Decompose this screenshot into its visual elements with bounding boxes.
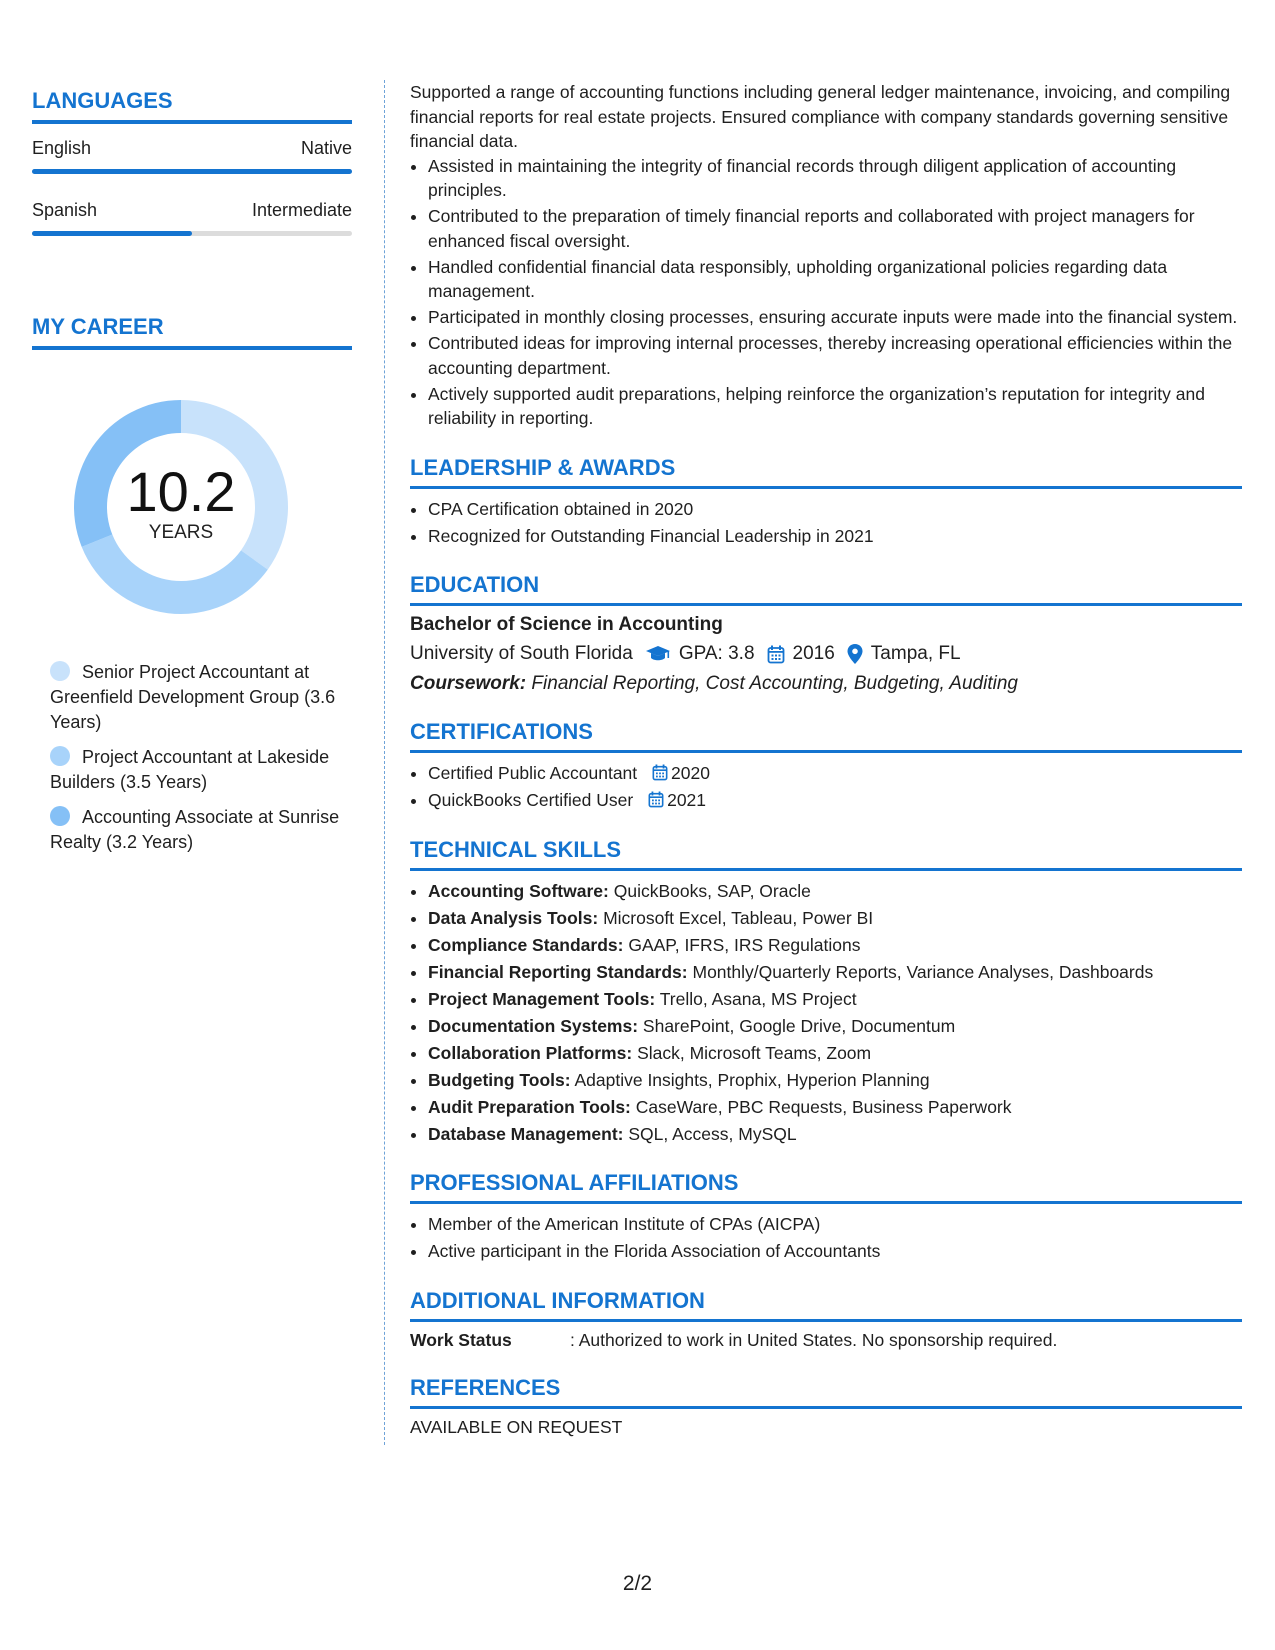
certifications-list xyxy=(410,761,1242,813)
language-proficiency-bar xyxy=(32,169,352,174)
skill-item xyxy=(428,1041,1242,1066)
skill-value: QuickBooks, SAP, Oracle xyxy=(613,880,811,901)
affiliations-list xyxy=(410,1212,1242,1264)
legend-dot xyxy=(50,661,70,681)
career-total-years: 10.2 xyxy=(126,460,236,523)
skill-label: Documentation Systems: xyxy=(428,1015,639,1036)
references-text: AVAILABLE ON REQUEST xyxy=(410,1416,623,1437)
language-item xyxy=(32,138,352,174)
experience-bullet: • Handled confidential financial data responsibly, upholding organizational policies regarding data management. xyxy=(428,255,1242,304)
skill-item xyxy=(428,1068,1242,1093)
education-heading: EDUCATION xyxy=(410,572,1242,606)
skill-value: GAAP, IFRS, IRS Regulations xyxy=(628,934,861,955)
leadership-item: • Recognized for Outstanding Financial Leadership in 2021 xyxy=(428,524,1242,549)
career-legend-item xyxy=(50,745,352,795)
language-proficiency-fill xyxy=(32,231,192,236)
donut-segment-2 xyxy=(82,535,268,614)
skill-value: Adaptive Insights, Prophix, Hyperion Planning xyxy=(574,1069,930,1090)
skill-value: Trello, Asana, MS Project xyxy=(659,988,857,1009)
education-coursework xyxy=(410,673,1242,695)
left-column xyxy=(32,88,352,865)
skill-label: Audit Preparation Tools: xyxy=(428,1096,631,1117)
certifications-heading: CERTIFICATIONS xyxy=(410,719,1242,753)
language-proficiency-fill xyxy=(32,169,352,174)
skill-label: Data Analysis Tools: xyxy=(428,907,599,928)
skill-value: Microsoft Excel, Tableau, Power BI xyxy=(603,907,874,928)
experience-bullet: • Contributed to the preparation of timely financial reports and collaborated with project managers for enhanced fiscal oversight. xyxy=(428,204,1242,253)
skill-value: SharePoint, Google Drive, Documentum xyxy=(642,1015,956,1036)
skills-heading: TECHNICAL SKILLS xyxy=(410,837,1242,871)
skill-label: Accounting Software: xyxy=(428,880,609,901)
career-legend-item xyxy=(50,805,352,855)
location-pin-icon xyxy=(847,644,863,664)
skill-item xyxy=(428,906,1242,931)
leadership-heading: LEADERSHIP & AWARDS xyxy=(410,455,1242,489)
experience-bullets xyxy=(410,154,1242,431)
language-name: English xyxy=(32,138,92,158)
language-name: Spanish xyxy=(32,200,98,220)
skill-label: Budgeting Tools: xyxy=(428,1069,571,1090)
experience-summary: Supported a range of accounting functions including general ledger maintenance, invoicing, and compiling financial reports for real estate projects. Ensured compliance with company standards governing sensitive financial data. xyxy=(410,82,1231,151)
certification-year: 2020 xyxy=(671,763,710,783)
skill-label: Database Management: xyxy=(428,1123,624,1144)
language-proficiency-bar xyxy=(32,231,352,236)
skill-value: CaseWare, PBC Requests, Business Paperwork xyxy=(635,1096,1012,1117)
career-role-text: Senior Project Accountant at Greenfield Development Group (3.6 Years) xyxy=(50,662,336,732)
education-year: 2016 xyxy=(792,643,835,664)
language-level: Intermediate xyxy=(251,200,352,220)
skill-item xyxy=(428,1014,1242,1039)
experience-bullet: • Assisted in maintaining the integrity of financial records through diligent application of accounting principles. xyxy=(428,154,1242,203)
legend-dot xyxy=(50,746,70,766)
affiliations-heading: PROFESSIONAL AFFILIATIONS xyxy=(410,1170,1242,1204)
coursework-text: Financial Reporting, Cost Accounting, Budgeting, Auditing xyxy=(531,673,1018,694)
work-status-value: : Authorized to work in United States. No sponsorship required. xyxy=(570,1329,1058,1350)
career-role-text: Project Accountant at Lakeside Builders (3.5 Years) xyxy=(50,747,330,792)
language-item xyxy=(32,200,352,236)
work-status-label: Work Status xyxy=(410,1329,512,1350)
certification-year: 2021 xyxy=(667,790,707,810)
skill-item xyxy=(428,1122,1242,1147)
skills-list xyxy=(410,879,1242,1147)
experience-bullet: • Participated in monthly closing processes, ensuring accurate inputs were made into the financial system. xyxy=(428,305,1242,330)
right-column xyxy=(410,80,1242,1438)
skill-label: Financial Reporting Standards: xyxy=(428,961,688,982)
leadership-list xyxy=(410,497,1242,549)
career-legend xyxy=(32,660,352,855)
skill-label: Project Management Tools: xyxy=(428,988,656,1009)
career-total-unit: YEARS xyxy=(148,522,214,543)
career-legend-item xyxy=(50,660,352,735)
education-location: Tampa, FL xyxy=(870,643,961,664)
affiliation-item: • Member of the American Institute of CPAs (AICPA) xyxy=(428,1212,1242,1237)
career-heading: MY CAREER xyxy=(32,314,352,350)
legend-dot xyxy=(50,806,70,826)
skill-item xyxy=(428,960,1242,985)
work-status-row xyxy=(410,1330,1242,1351)
skill-item xyxy=(428,1095,1242,1120)
page-number: 2/2 xyxy=(622,1572,653,1595)
certification-name: QuickBooks Certified User xyxy=(428,790,634,810)
certification-item xyxy=(428,788,1242,813)
coursework-label: Coursework: xyxy=(410,673,527,694)
experience-bullet: • Actively supported audit preparations, helping reinforce the organization’s reputation for integrity and reliability in reporting. xyxy=(428,382,1242,431)
skill-item xyxy=(428,879,1242,904)
skill-value: Slack, Microsoft Teams, Zoom xyxy=(637,1042,872,1063)
references-heading: REFERENCES xyxy=(410,1375,1242,1409)
skill-item xyxy=(428,987,1242,1012)
education-details xyxy=(410,643,1242,665)
career-role-text: Accounting Associate at Sunrise Realty (3.2 Years) xyxy=(50,807,340,852)
column-divider xyxy=(384,80,385,1445)
education-degree: Bachelor of Science in Accounting xyxy=(410,614,723,635)
affiliation-item: • Active participant in the Florida Association of Accountants xyxy=(428,1239,1242,1264)
additional-heading: ADDITIONAL INFORMATION xyxy=(410,1288,1242,1322)
experience-bullet: • Contributed ideas for improving internal processes, thereby increasing operational efficiencies within the accounting department. xyxy=(428,331,1242,380)
graduation-cap-icon xyxy=(645,645,671,663)
leadership-item: • CPA Certification obtained in 2020 xyxy=(428,497,1242,522)
career-donut-chart xyxy=(66,392,296,622)
calendar-icon xyxy=(767,645,785,664)
language-level: Native xyxy=(300,138,352,158)
skill-item xyxy=(428,933,1242,958)
skill-label: Compliance Standards: xyxy=(428,934,624,955)
skill-label: Collaboration Platforms: xyxy=(428,1042,633,1063)
certification-name: Certified Public Accountant xyxy=(428,763,638,783)
skill-value: SQL, Access, MySQL xyxy=(628,1123,797,1144)
skill-value: Monthly/Quarterly Reports, Variance Analyses, Dashboards xyxy=(692,961,1154,982)
education-gpa: GPA: 3.8 xyxy=(678,643,755,664)
education-school: University of South Florida xyxy=(410,643,633,664)
calendar-icon xyxy=(652,764,668,781)
certification-item xyxy=(428,761,1242,786)
languages-heading: LANGUAGES xyxy=(32,88,352,124)
calendar-icon xyxy=(648,791,664,808)
